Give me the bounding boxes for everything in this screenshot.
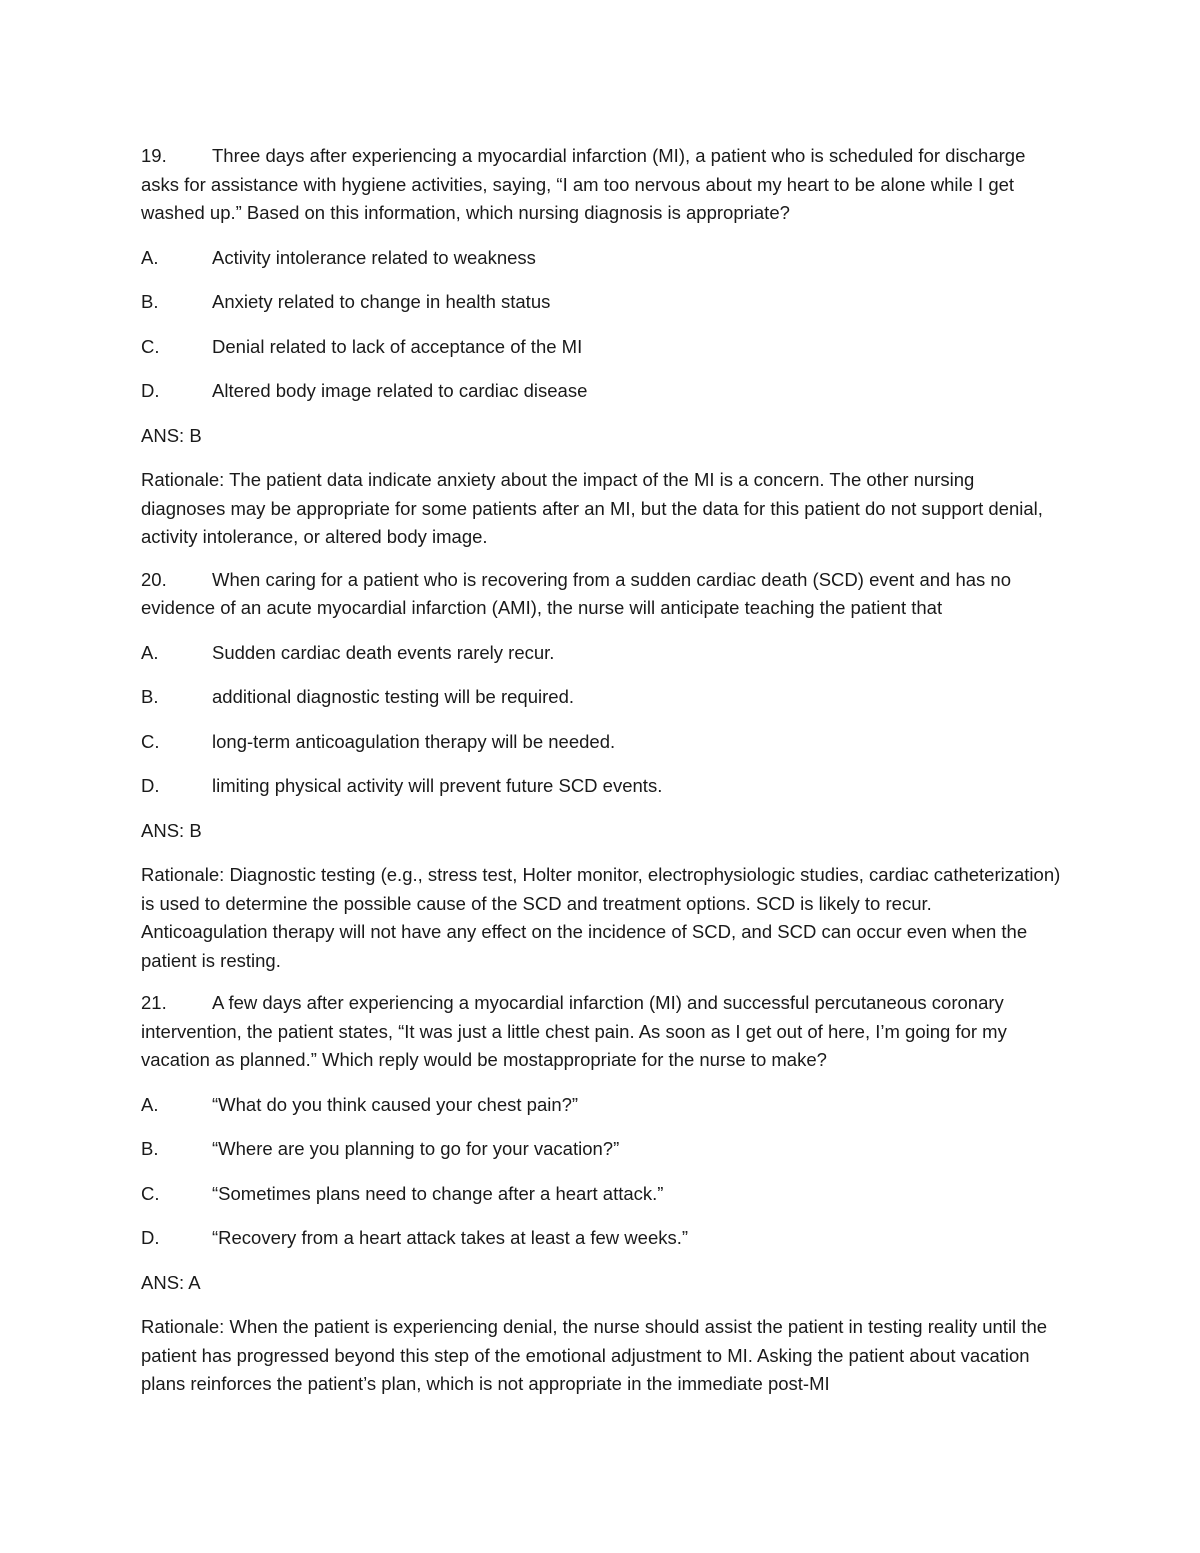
option-text: “Recovery from a heart attack takes at least a few weeks.”	[212, 1227, 689, 1248]
option-b	[141, 683, 1061, 712]
option-b	[141, 1135, 1061, 1164]
option-letter: C.	[141, 730, 160, 752]
rationale: Rationale: The patient data indicate anxiety about the impact of the MI is a concern. The other nursing diagnoses may be appropriate for some patients after an MI, but the data for this patient do not support denial, activity intolerance, or altered body image.	[141, 469, 1043, 547]
option-letter: B.	[141, 686, 159, 707]
answer-key: ANS: A	[141, 1271, 201, 1293]
question-stem-block	[141, 566, 1061, 623]
option-letter: A.	[141, 246, 159, 268]
option-letter: A.	[141, 1093, 159, 1115]
option-text: Denial related to lack of acceptance of the MI	[212, 335, 583, 357]
question-stem-block	[141, 142, 1061, 228]
answer-key: ANS: B	[141, 424, 202, 446]
option-c	[141, 333, 1061, 362]
option-b	[141, 288, 1061, 317]
option-a	[141, 1091, 1061, 1120]
option-a	[141, 639, 1061, 668]
rationale: Rationale: Diagnostic testing (e.g., stress test, Holter monitor, electrophysiologic studies, cardiac catheterization) is used to determine the possible cause of the SCD and treatment options. SCD is likely to recur. Anticoagulation therapy will not have any effect on the incidence of SCD, and SCD can occur even when the patient is resting.	[141, 864, 1061, 971]
question-19	[141, 142, 1061, 552]
option-letter: D.	[141, 1227, 160, 1248]
question-stem: Three days after experiencing a myocardial infarction (MI), a patient who is scheduled for discharge asks for assistance with hygiene activities, saying, “I am too nervous about my heart to be alone while I get washed up.” Based on this information, which nursing diagnosis is appropriate?	[141, 145, 1026, 223]
rationale: Rationale: When the patient is experiencing denial, the nurse should assist the patient in testing reality until the patient has progressed beyond this step of the emotional adjustment to MI. Asking the patient about vacation plans reinforces the patient’s plan, which is not appropriate in the immediate post-MI	[141, 1316, 1048, 1394]
option-letter: C.	[141, 1182, 160, 1204]
question-stem: A few days after experiencing a myocardial infarction (MI) and successful percutaneous coronary intervention, the patient states, “It was just a little chest pain. As soon as I get out of here, I’m going for my vacation as planned.” Which reply would be mostappropriate for the nurse to make?	[141, 992, 1007, 1070]
option-letter: D.	[141, 380, 160, 401]
question-number: 21.	[141, 992, 167, 1013]
option-letter: B.	[141, 291, 159, 312]
option-text: Anxiety related to change in health status	[212, 291, 551, 312]
question-21	[141, 989, 1061, 1399]
question-number: 19.	[141, 145, 167, 166]
option-text: “Sometimes plans need to change after a heart attack.”	[212, 1182, 664, 1204]
option-c	[141, 728, 1061, 757]
option-d	[141, 1224, 1061, 1253]
option-text: Altered body image related to cardiac disease	[212, 380, 588, 401]
question-stem-block	[141, 989, 1061, 1075]
option-d	[141, 772, 1061, 801]
option-a	[141, 244, 1061, 273]
option-c	[141, 1180, 1061, 1209]
option-text: Activity intolerance related to weakness	[212, 246, 536, 268]
option-text: additional diagnostic testing will be required.	[212, 686, 574, 707]
option-letter: C.	[141, 335, 160, 357]
question-number: 20.	[141, 568, 167, 590]
option-text: Sudden cardiac death events rarely recur.	[212, 641, 555, 663]
option-letter: B.	[141, 1138, 159, 1159]
option-letter: D.	[141, 775, 160, 796]
answer-key: ANS: B	[141, 819, 202, 841]
option-text: long-term anticoagulation therapy will be needed.	[212, 730, 616, 752]
option-text: limiting physical activity will prevent future SCD events.	[212, 775, 663, 796]
question-20	[141, 566, 1061, 976]
option-text: “Where are you planning to go for your vacation?”	[212, 1138, 620, 1159]
option-d	[141, 377, 1061, 406]
question-stem: When caring for a patient who is recovering from a sudden cardiac death (SCD) event and has no evidence of an acute myocardial infarction (AMI), the nurse will anticipate teaching the patient that	[141, 568, 1012, 618]
option-text: “What do you think caused your chest pain?”	[212, 1093, 579, 1115]
option-letter: A.	[141, 641, 159, 663]
document-content	[141, 142, 1061, 1413]
